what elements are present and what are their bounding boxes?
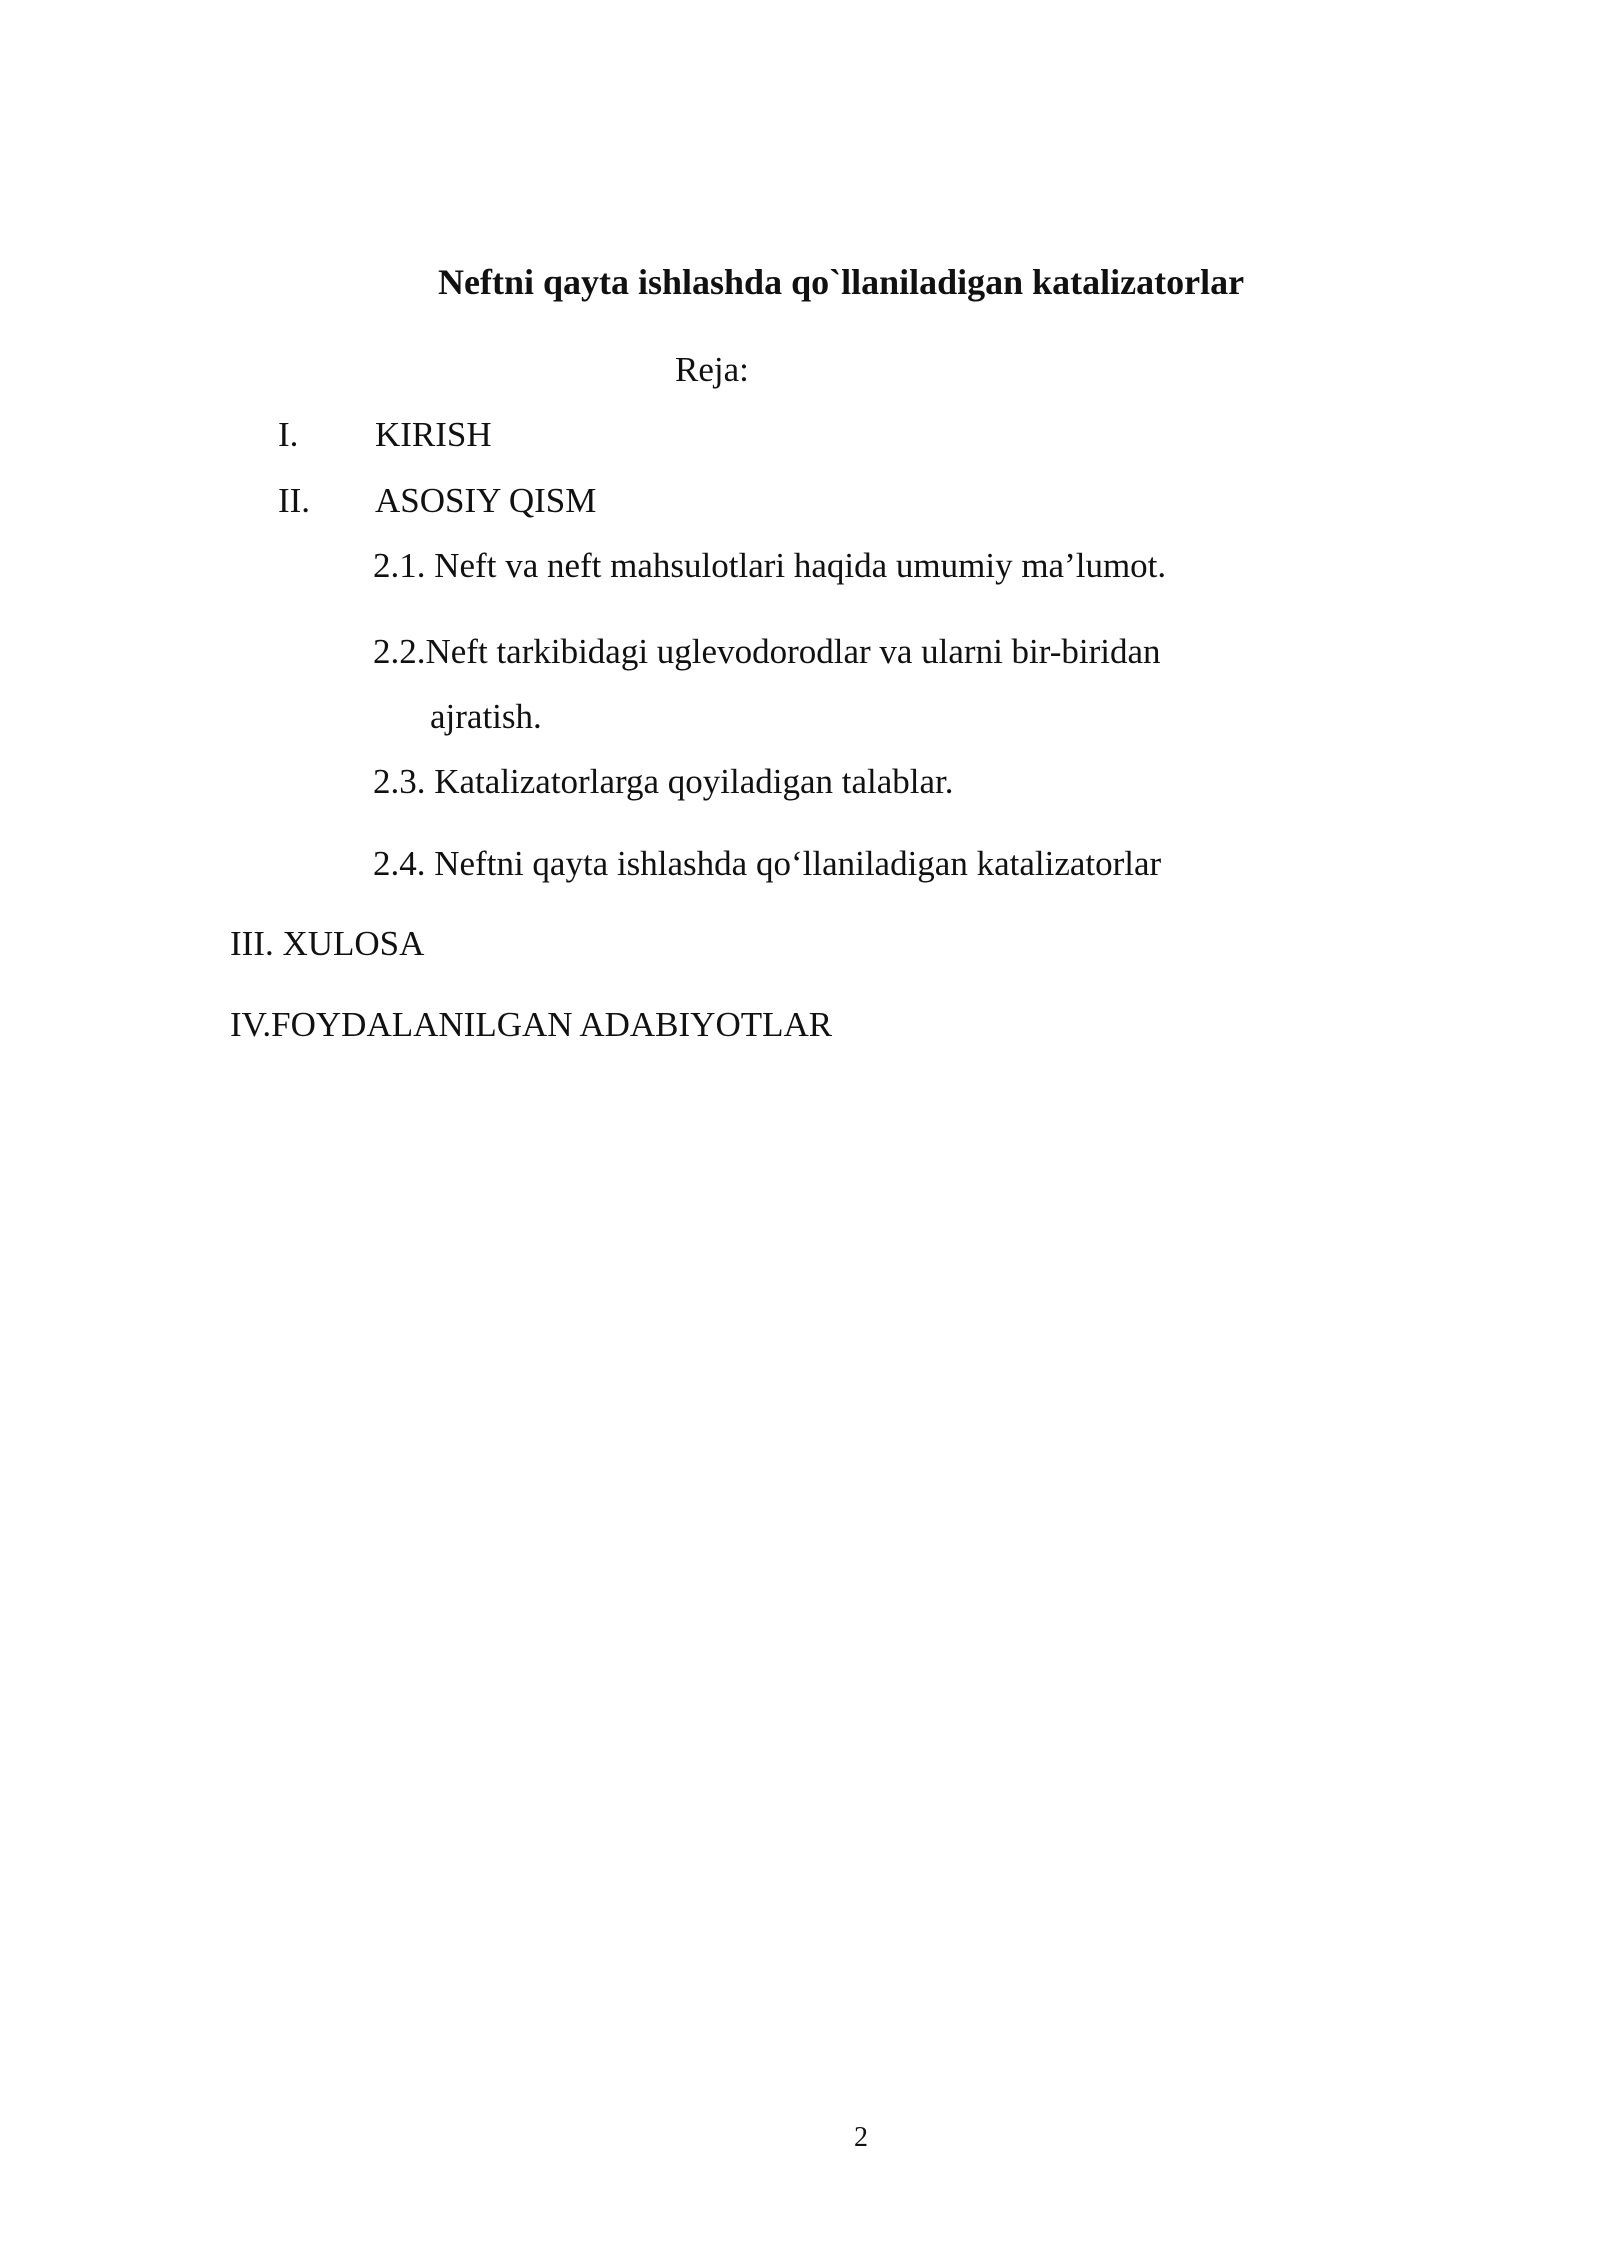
plan-subitem-2-4: 2.4. Neftni qayta ishlashda qo‘llaniladigan katalizatorlar [373,844,1162,883]
plan-item-text: ASOSIY QISM [375,481,597,520]
page-number: 2 [854,2122,868,2153]
plan-item-text: KIRISH [375,415,492,454]
plan-subitem-2-3: 2.3. Katalizatorlarga qoyiladigan talablar. [373,762,954,801]
plan-item-number: II. [278,481,311,520]
document-title: Neftni qayta ishlashda qo`llaniladigan katalizatorlar [438,262,1245,302]
plan-subitem-2-1: 2.1. Neft va neft mahsulotlari haqida umumiy ma’lumot. [373,546,1167,585]
plan-subitem-2-2-continuation: ajratish. [430,697,542,736]
plan-label: Reja: [675,350,749,389]
plan-item-xulosa: III. XULOSA [230,924,425,963]
plan-subitem-2-2: 2.2.Neft tarkibidagi uglevodorodlar va ularni bir-biridan [373,632,1161,671]
plan-item-number: I. [278,415,299,454]
plan-item-adabiyotlar: IV.FOYDALANILGAN ADABIYOTLAR [230,1005,833,1044]
